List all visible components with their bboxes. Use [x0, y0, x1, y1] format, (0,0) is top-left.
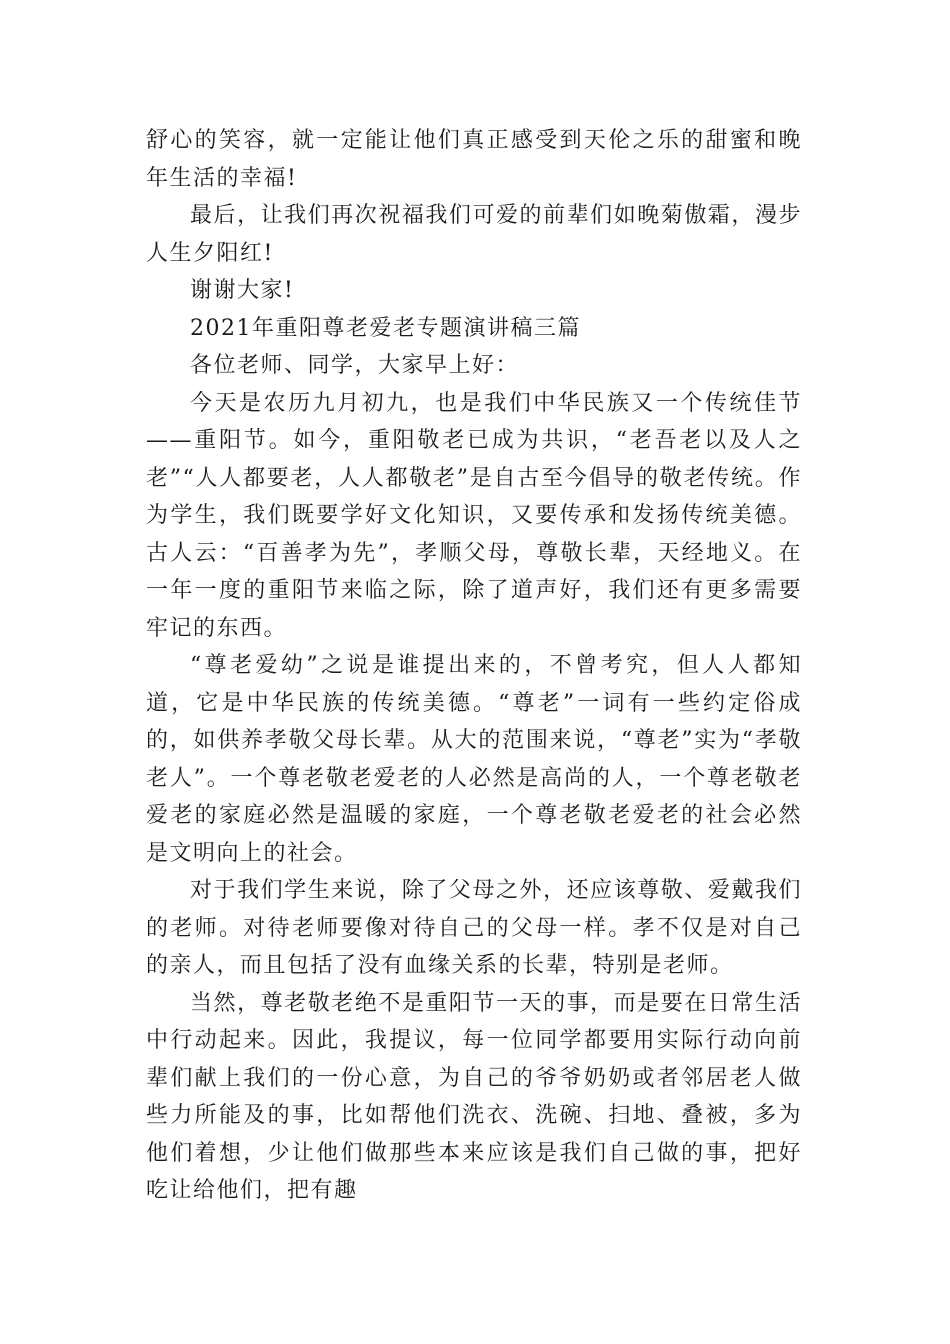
paragraph-6: 今天是农历九月初九，也是我们中华民族又一个传统佳节——重阳节。如今，重阳敬老已成为共识，“老吾老以及人之老”“人人都要老，人人都敬老”是自古至今倡导的敬老传统。作为学生，我们既要学好文化知识，又要传承和发扬传统美德。古人云：“百善孝为先”，孝顺父母，尊敬长辈，天经地义。在一年一度的重阳节来临之际，除了道声好，我们还有更多需要牢记的东西。 — [146, 390, 802, 641]
paragraph-9: 当然，尊老敬老绝不是重阳节一天的事，而是要在日常生活中行动起来。因此，我提议，每一位同学都要用实际行动向前辈们献上我们的一份心意，为自己的爷爷奶奶或者邻居老人做些力所能及的事，比如帮他们洗衣、洗碗、扫地、叠被，多为他们着想，少让他们做那些本来应该是我们自己做的事，把好吃让给他们，把有趣 — [146, 990, 802, 1203]
paragraph-7: “尊老爱幼”之说是谁提出来的，不曾考究，但人人都知道，它是中华民族的传统美德。“尊老”一词有一些约定俗成的，如供养孝敬父母长辈。从大的范围来说，“尊老”实为“孝敬老人”。一个尊老敬老爱老的人必然是高尚的人，一个尊老敬老爱老的家庭必然是温暖的家庭，一个尊老敬老爱老的社会必然是文明向上的社会。 — [146, 653, 802, 866]
greeting: 各位老师、同学，大家早上好： — [190, 353, 520, 378]
paragraph-2: 最后，让我们再次祝福我们可爱的前辈们如晚菊傲霜，漫步人生夕阳红! — [146, 203, 802, 266]
document-page — [146, 122, 802, 1210]
section-title: 2021年重阳尊老爱老专题演讲稿三篇 — [190, 315, 581, 341]
paragraph-3: 谢谢大家! — [190, 278, 295, 303]
paragraph-1: 舒心的笑容，就一定能让他们真正感受到天伦之乐的甜蜜和晚年生活的幸福! — [146, 128, 802, 191]
paragraph-8: 对于我们学生来说，除了父母之外，还应该尊敬、爱戴我们的老师。对待老师要像对待自己的父母一样。孝不仅是对自己的亲人，而且包括了没有血缘关系的长辈，特别是老师。 — [146, 878, 802, 978]
